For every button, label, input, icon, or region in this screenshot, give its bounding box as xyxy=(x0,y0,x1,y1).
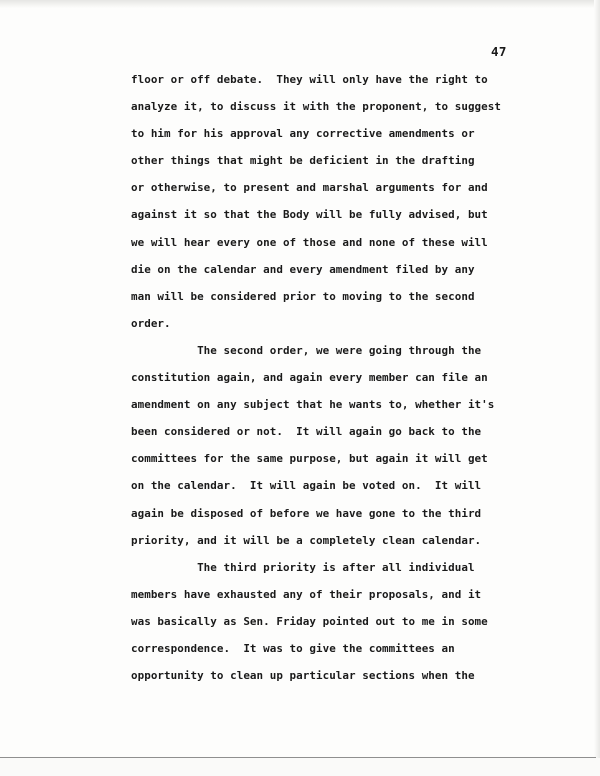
text-line: order. xyxy=(131,316,171,330)
text-line: The third priority is after all individual xyxy=(131,560,475,574)
text-line: priority, and it will be a completely clean calendar. xyxy=(131,533,482,547)
text-line: on the calendar. It will again be voted on. It will xyxy=(131,479,482,493)
text-line: other things that might be deficient in the drafting xyxy=(131,154,475,168)
text-line: die on the calendar and every amendment filed by any xyxy=(131,262,475,276)
text-line: again be disposed of before we have gone to the third xyxy=(131,506,482,520)
page-top-edge xyxy=(0,0,600,8)
page-right-edge xyxy=(594,0,600,776)
page-number: 47 xyxy=(491,44,507,59)
text-line: against it so that the Body will be fully advised, but xyxy=(131,208,488,222)
text-line: was basically as Sen. Friday pointed out to me in some xyxy=(131,614,488,628)
text-line: committees for the same purpose, but again it will get xyxy=(131,452,488,466)
text-line: analyze it, to discuss it with the proponent, to suggest xyxy=(131,100,501,114)
text-line: members have exhausted any of their proposals, and it xyxy=(131,587,482,601)
text-line: constitution again, and again every member can file an xyxy=(131,371,488,385)
text-line: man will be considered prior to moving to the second xyxy=(131,289,475,303)
text-line: we will hear every one of those and none of these will xyxy=(131,235,488,249)
text-line: floor or off debate. They will only have the right to xyxy=(131,73,488,86)
scan-bottom-margin xyxy=(0,758,600,776)
text-line: been considered or not. It will again go back to the xyxy=(131,425,482,439)
text-line: to him for his approval any corrective amendments or xyxy=(131,127,475,141)
text-line: correspondence. It was to give the committees an xyxy=(131,641,455,655)
text-line: or otherwise, to present and marshal arguments for and xyxy=(131,181,488,195)
transcript-body xyxy=(131,66,551,689)
text-line: amendment on any subject that he wants to, whether it's xyxy=(131,398,495,412)
text-line: opportunity to clean up particular sections when the xyxy=(131,669,475,683)
text-line: The second order, we were going through the xyxy=(131,343,482,357)
